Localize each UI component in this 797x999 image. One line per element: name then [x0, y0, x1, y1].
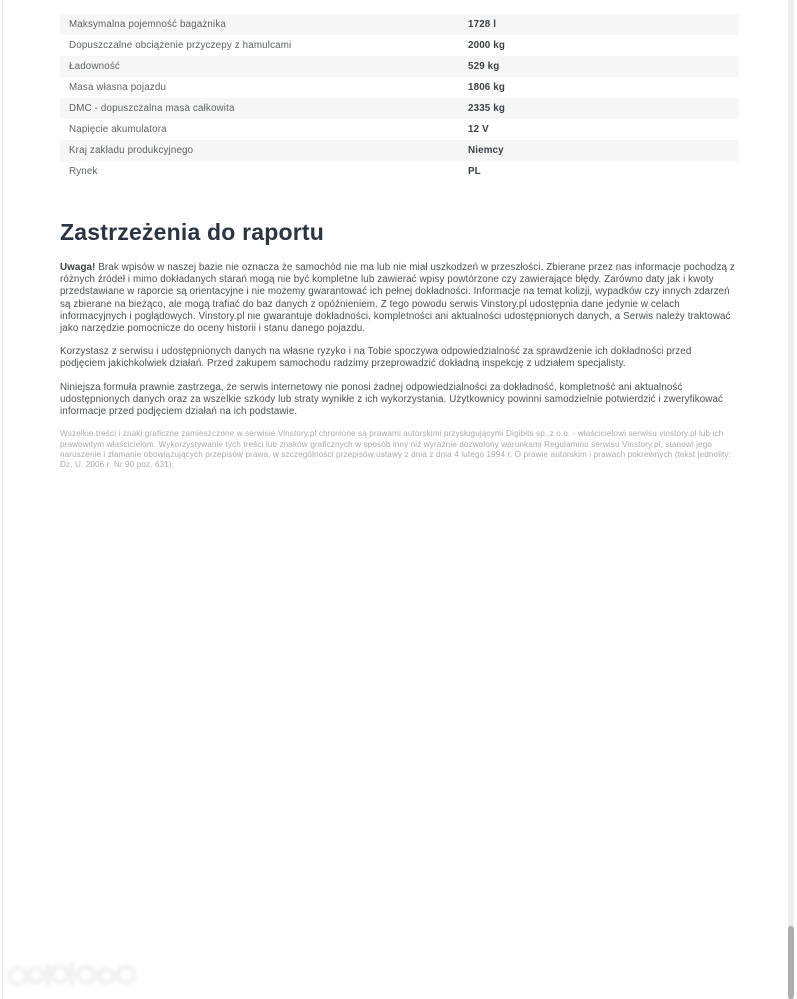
spec-row-label: Napięcie akumulatora — [69, 124, 167, 135]
disclaimer-paragraph-1 — [60, 262, 738, 335]
spec-row-label: Maksymalna pojemność bagażnika — [69, 19, 226, 30]
spec-row-value: PL — [468, 166, 481, 177]
spec-row-value: Niemcy — [468, 145, 504, 156]
disclaimers-section — [60, 219, 738, 471]
spec-table-row — [60, 161, 739, 182]
disclaimer-paragraph-1-text: Brak wpisów w naszej bazie nie oznacza że samochód nie ma lub nie miał uszkodzeń w przeszłości. Zbierane przez nas informacje pochodzą z różnych źródeł i mimo dokładanych starań mogą nie być kompletne lub zawierać wpisy powtórzone czy zawierające błędy. Zarówno daty jak i kwoty przedstawiane w raporcie są orientacyjne i nie możemy gwarantować ich pełnej dokładności. Informacje na temat kolizji, wypadków czy innych zdarzeń są zbierane na bieżąco, ale mogą trafiać do baz danych z opóźnieniem. Z tego powodu serwis Vinstory.pl udostępnia dane jedynie w celach informacyjnych i poglądowych. Vinstory.pl nie gwarantuje dokładności, kompletności ani aktualności udostępnionych danych, a Serwis należy traktować jako narzędzie pomocnicze do oceny historii i stanu danego pojazdu. — [60, 262, 735, 335]
spec-row-value: 1728 l — [468, 19, 497, 30]
spec-table-row — [60, 140, 739, 161]
spec-row-label: Kraj zakładu produkcyjnego — [69, 145, 194, 156]
spec-table-row — [60, 14, 739, 35]
spec-table-row — [60, 56, 739, 77]
page-left-edge — [2, 0, 3, 999]
section-heading: Zastrzeżenia do raportu — [60, 219, 325, 245]
spec-row-value: 529 kg — [468, 61, 500, 72]
disclaimer-paragraph-3: Niniejsza formuła prawnie zastrzega, że serwis internetowy nie ponosi żadnej odpowiedzialności za dokładność, kompletność ani aktualność udostępnionych danych oraz za wszelkie szkody lub straty wynikłe z ich wykorzystania. Użytkownicy powinni samodzielnie potwierdzić i zweryfikować informacje przed podjęciem działań na ich podstawie. — [60, 381, 723, 418]
spec-row-label: Masa własna pojazdu — [69, 82, 167, 93]
spec-row-value: 2335 kg — [468, 103, 505, 114]
spec-table-row — [60, 77, 739, 98]
legal-fine-print: Wszelkie treści i znaki graficzne zamieszczone w serwisie Vinstory.pl chronione są prawami autorskimi przysługującymi Digibits sp. z o.o. - właścicielowi serwisu vinstory.pl lub ich prawowitym właścicielom. Wykorzystywanie tych treści lub znaków graficznych w sposób inny niż wyraźnie dozwolony warunkami Regulaminu serwisu Vinstory.pl, stanowi jego naruszenie i złamanie obowiązujących przepisów prawa, w szczególności przepisów ustawy z dnia z dnia 4 lutego 1994 r. O prawie autorskim i prawach pokrewnych (tekst jednolity: Dz. U. 2006 r. Nr 90 poz. 631). — [60, 429, 731, 470]
spec-row-label: Ładowność — [69, 61, 120, 72]
scrollbar-thumb[interactable] — [788, 926, 794, 999]
spec-row-label: Dopuszczalne obciążenie przyczepy z hamulcami — [69, 40, 292, 51]
spec-row-label: Rynek — [69, 166, 98, 177]
vehicle-spec-table — [60, 14, 739, 182]
warning-label: Uwaga! — [60, 262, 96, 273]
spec-row-value: 12 V — [468, 124, 489, 135]
watermark-smudge-icon — [6, 952, 144, 994]
spec-row-value: 1806 kg — [468, 82, 505, 93]
disclaimer-paragraph-2: Korzystasz z serwisu i udostępnionych danych na własne ryzyko i na Tobie spoczywa odpowiedzialność za sprawdzenie ich dokładności przed podjęciem jakichkolwiek działań. Przed zakupem samochodu radzimy przeprowadzić dokładną inspekcję z udziałem specjalisty. — [60, 346, 692, 370]
spec-row-label: DMC - dopuszczalna masa całkowita — [69, 103, 235, 114]
spec-table-row — [60, 35, 739, 56]
scrollbar-track[interactable] — [788, 0, 794, 999]
spec-row-value: 2000 kg — [468, 40, 505, 51]
spec-table-row — [60, 98, 739, 119]
spec-table-row — [60, 119, 739, 140]
